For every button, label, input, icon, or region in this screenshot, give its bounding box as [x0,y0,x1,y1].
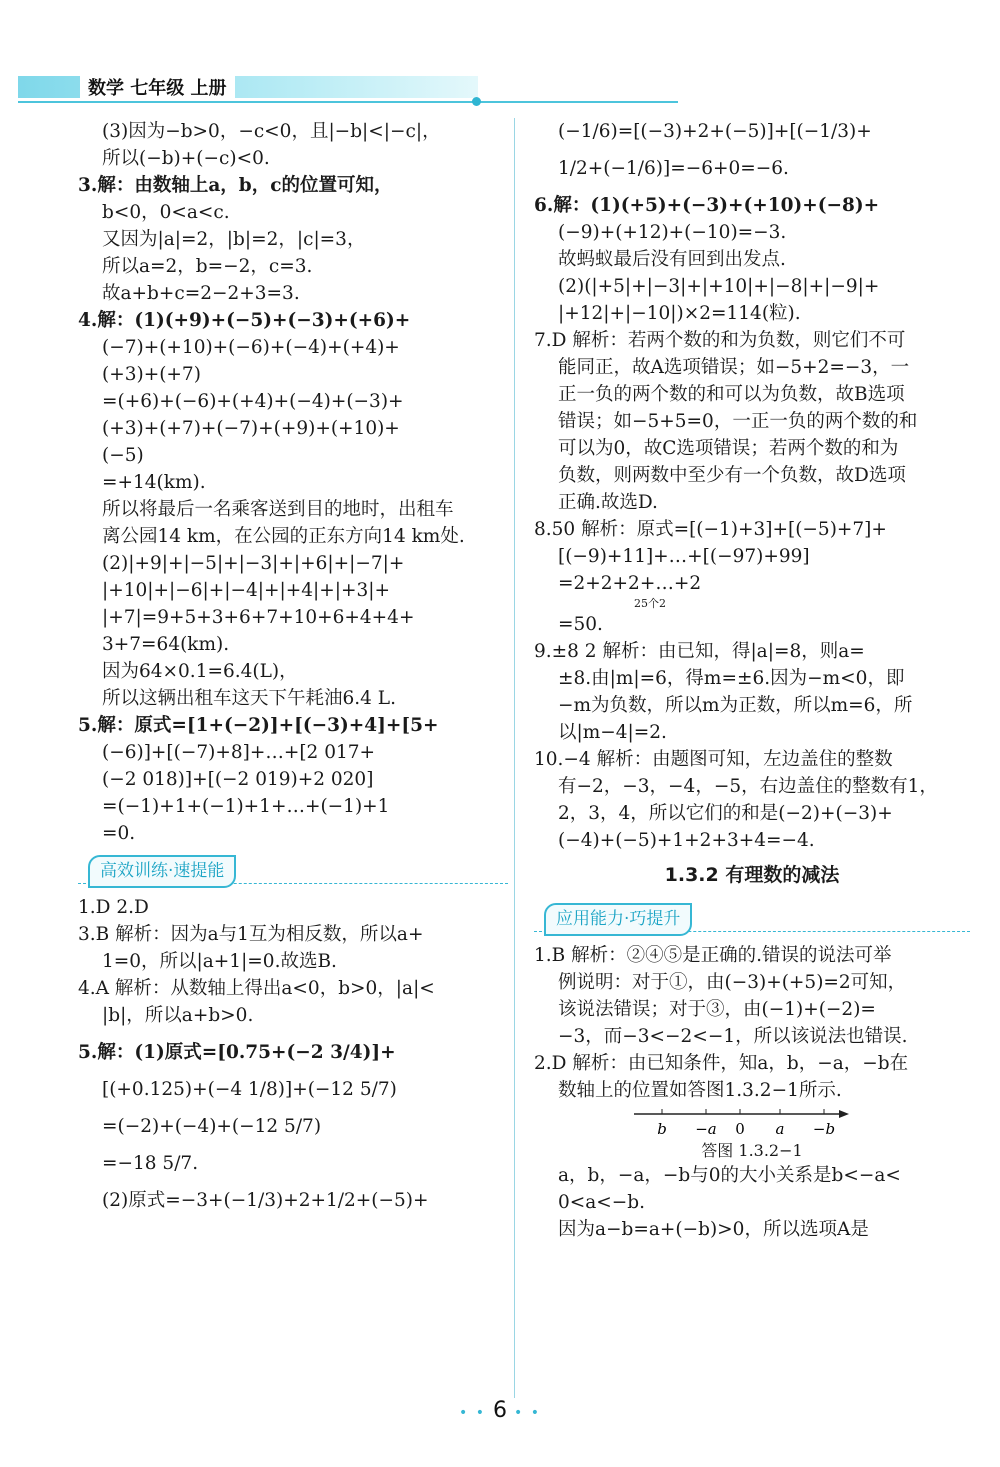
book-title: 数学 七年级 上册 [80,74,235,100]
section-badge-training: 高效训练·速提能 [88,855,236,888]
header-rule [18,101,678,103]
apply-answer-2: 2.D 解析：由已知条件，知a，b，−a，−b在 数轴上的位置如答图1.3.2−1所示. b −a 0 a −b 答图 1.3.2−1 a，b，−a，−b与0的大小关系是b<−a< 0<a<−b. 因为a−b=a+(−b)>0，所以选项A是 [534,1050,970,1243]
answer-6: 6.解：(1)(+5)+(−3)+(+10)+(−8)+ (−9)+(+12)+(−10)=−3. 故蚂蚁最后没有回到出发点. (2)(|+5|+|−3|+|+10|+|−8|+|−9|+ |+12|+|−10|)×2=114(粒). [534,195,880,324]
numline-label-neg-b: −b [812,1120,836,1138]
numline-label-zero: 0 [735,1120,745,1138]
header-dot-icon [472,97,481,106]
answer-5: 5.解：原式=[1+(−2)]+[(−3)+4]+[5+ (−6)]+[(−7)+8]+…+[2 017+ (−2 018)]+[(−2 019)+2 020] =(−1)+1+(−1)+1+…+(−1)+1 =0. [78,715,439,844]
answer-3-cont: (3)因为−b>0，−c<0，且|−b|<|−c|， 所以(−b)+(−c)<0. [102,121,441,169]
section-badge-apply: 应用能力·巧提升 [544,903,692,936]
figure-caption: 答图 1.3.2−1 [701,1141,803,1160]
dots-right-icon: • • [514,1405,541,1421]
numline-label-a: a [775,1120,785,1138]
answer-4: 4.解：(1)(+9)+(−5)+(−3)+(+6)+ (−7)+(+10)+(−6)+(−4)+(+4)+ (+3)+(+7) =(+6)+(−6)+(+4)+(−4)+(−3)+ (+3)+(+7)+(−7)+(+9)+(+10)+ (−5) =+14(km). 所以将最后一名乘客送到目的地时，出租车 离公园14 km，在公园的正东方向14 km处. (2)|+9|+|−5|+|−3|+|+6|+|−7|+ |+10|+|−6|+|−4|+|+4|+|+3|+ |+7|=9+5+3+6+7+10+6+4+4+ 3+7=64(km). 因为64×0.1=6.4(L)， 所以这辆出租车这天下午耗油6.4 L. [78,310,465,709]
answer-8: 8.50 解析：原式=[(−1)+3]+[(−5)+7]+ [(−9)+11]+…+[(−97)+99] =2+2+2+…+2 25个2 =50. [534,519,887,635]
page-header [18,72,678,102]
answer-10: 10.−4 解析：由题图可知，左边盖住的整数 有−2，−3，−4，−5，右边盖住的整数有1， 2，3，4，所以它们的和是(−2)+(−3)+ (−4)+(−5)+1+2+3+4=−4. [534,749,938,851]
number-line-figure [624,1106,854,1140]
answer-9: 9.±8 2 解析：由已知，得|a|=8，则a= ±8.由|m|=6，得m=±6.因为−m<0，即 −m为负数，所以m为正数，所以m=6，所 以|m−4|=2. [534,641,913,743]
arrow-right-icon [839,1110,849,1118]
right-column [534,118,970,1243]
dots-left-icon: • • [459,1405,486,1421]
page-number: • • 6 • • [459,1398,541,1423]
column-divider [514,118,515,1398]
section-title: 1.3.2 有理数的减法 [664,864,840,886]
numline-label-b: b [657,1120,667,1138]
answer-3: 3.解：由数轴上a，b，c的位置可知， b<0，0<a<c. 又因为|a|=2，|b|=2，|c|=3， 所以a=2，b=−2，c=3. 故a+b+c=2−2+3=3. [78,175,393,304]
answer-7: 7.D 解析：若两个数的和为负数，则它们不可 能同正，故A选项错误；如−5+2=−3，一 正一负的两个数的和可以为负数，故B选项 错误；如−5+5=0，一正一负的两个数的和 可以为0，故C选项错误；若两个数的和为 负数，则两数中至少有一个负数，故D选项 正确.故选D. [534,330,918,513]
numline-label-neg-a: −a [695,1120,717,1138]
section-badge-wrap [78,847,508,894]
section-badge-wrap-2 [534,895,970,942]
training-answers: 1.D 2.D 3.B 解析：因为a与1互为相反数，所以a+ 1=0，所以|a+1|=0.故选B. 4.A 解析：从数轴上得出a<0，b>0，|a|< |b|，所以a+b>0. 5.解：(1)原式=[0.75+(−2 3/4)]+ [(+0.125)+(−4 1/8)]+(−12 5/7) =(−2)+(−4)+(−12 5/7) =−18 5/7. (2)原式=−3+(−1/3)+2+1/2+(−5)+ [78,897,435,1211]
answer-5-2-cont: (−1/6)=[(−3)+2+(−5)]+[(−1/3)+ 1/2+(−1/6)]=−6+0=−6. [558,121,872,179]
apply-answer-1: 1.B 解析：②④⑤是正确的.错误的说法可举 例说明：对于①，由(−3)+(+5)=2可知， 该说法错误；对于③，由(−1)+(−2)= −3，而−3<−2<−1，所以该说法也错误. [534,945,908,1047]
left-column [78,118,508,1214]
